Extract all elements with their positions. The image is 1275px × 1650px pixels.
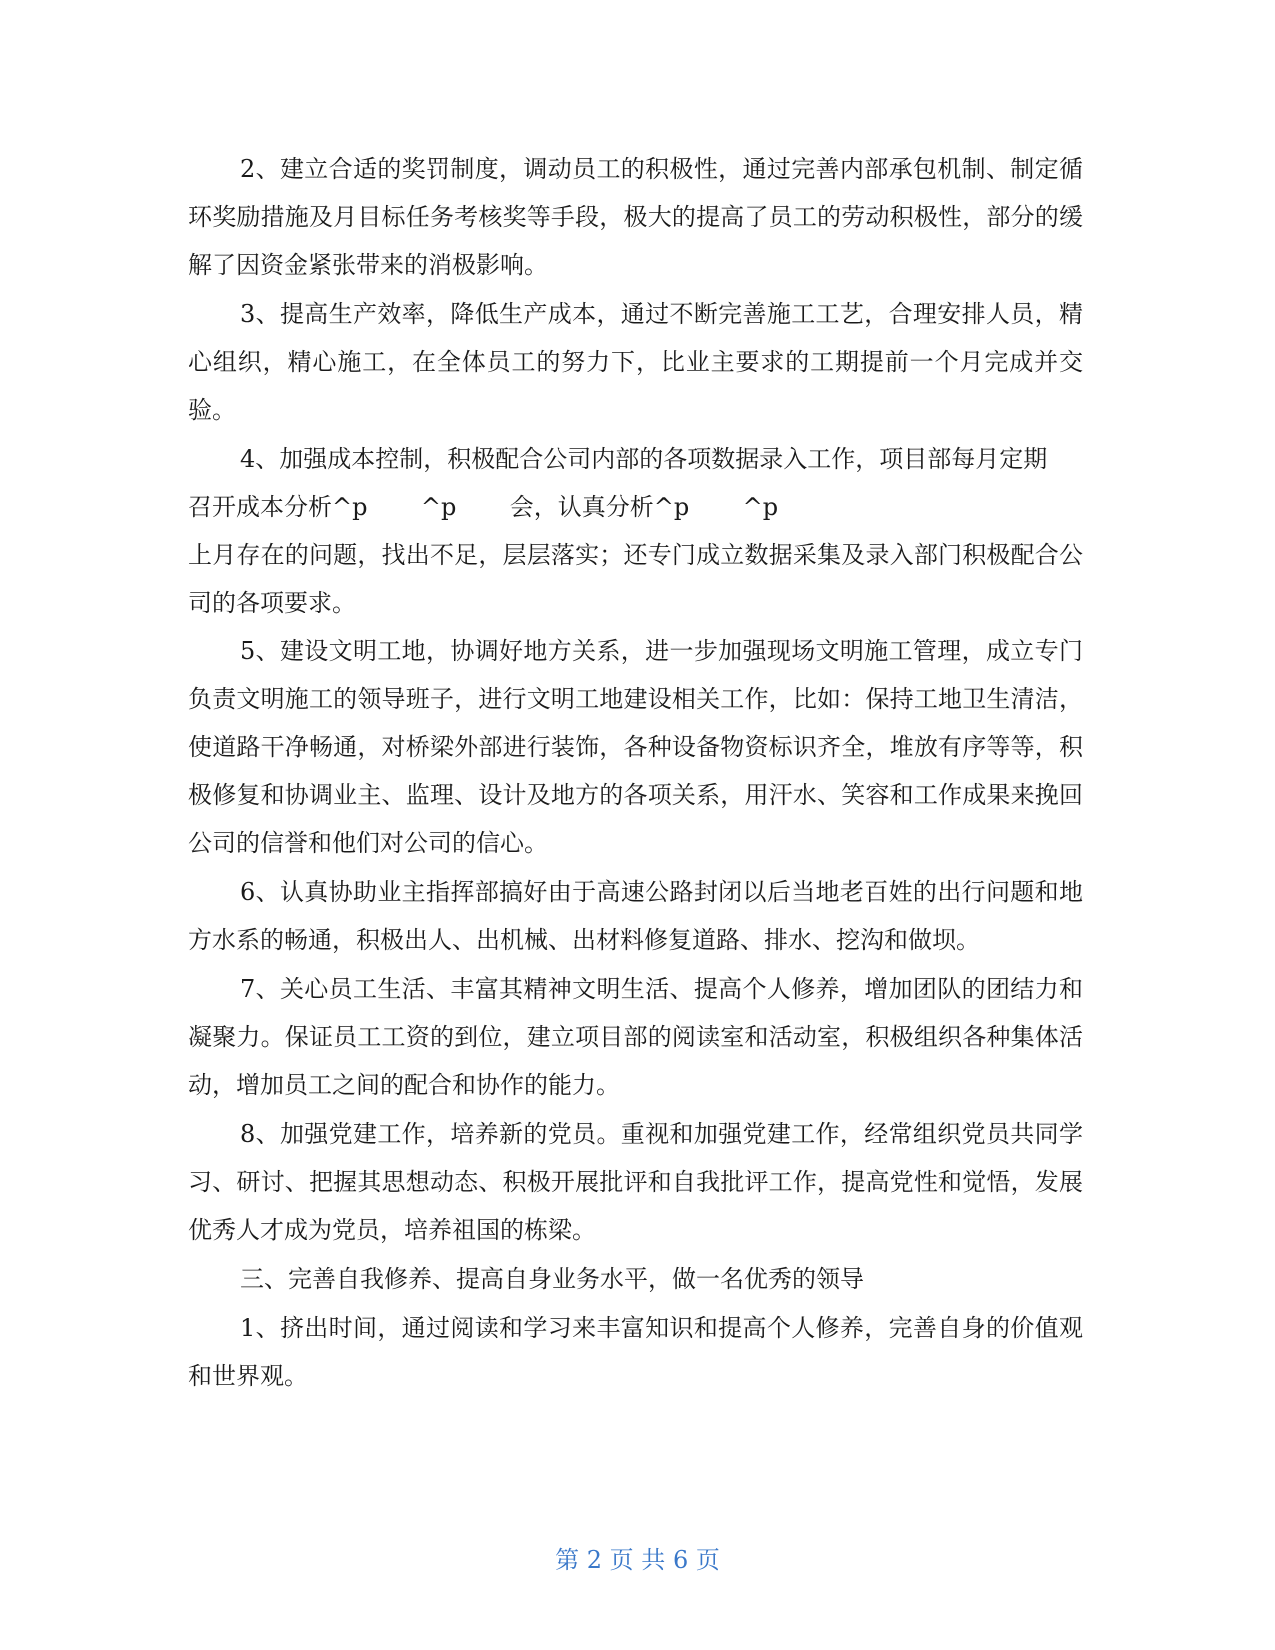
paragraph-7: 7、关心员工生活、丰富其精神文明生活、提高个人修养，增加团队的团结力和凝聚力。保证员工工资的到位，建立项目部的阅读室和活动室，积极组织各种集体活动，增加员工之间的配合和协作的能力。: [188, 975, 1083, 1099]
paragraph-4-line-2: 召开成本分析^p ^p 会，认真分析^p ^p: [188, 493, 779, 521]
paragraph-section3-item-1: 1、挤出时间，通过阅读和学习来丰富知识和提高个人修养，完善自身的价值观和世界观。: [188, 1314, 1083, 1390]
paragraph-5: 5、建设文明工地，协调好地方关系，进一步加强现场文明施工管理，成立专门负责文明施工的领导班子，进行文明工地建设相关工作，比如：保持工地卫生清洁，使道路干净畅通，对桥梁外部进行装饰，各种设备物资标识齐全，堆放有序等等，积极修复和协调业主、监理、设计及地方的各项关系，用汗水、笑容和工作成果来挽回公司的信誉和他们对公司的信心。: [188, 637, 1083, 857]
paragraph-4: [188, 435, 1083, 627]
paragraph-4-rest: 上月存在的问题，找出不足，层层落实；还专门成立数据采集及录入部门积极配合公司的各项要求。: [188, 541, 1083, 617]
page-number-footer: 第 2 页 共 6 页: [555, 1546, 720, 1574]
paragraph-6: 6、认真协助业主指挥部搞好由于高速公路封闭以后当地老百姓的出行问题和地方水系的畅通，积极出人、出机械、出材料修复道路、排水、挖沟和做坝。: [188, 878, 1083, 954]
document-body: [188, 145, 1083, 1401]
section-heading-3: 三、完善自我修养、提高自身业务水平，做一名优秀的领导: [240, 1265, 864, 1293]
paragraph-8: 8、加强党建工作，培养新的党员。重视和加强党建工作，经常组织党员共同学习、研讨、把握其思想动态、积极开展批评和自我批评工作，提高党性和觉悟，发展优秀人才成为党员，培养祖国的栋梁。: [188, 1120, 1083, 1244]
paragraph-2: 2、建立合适的奖罚制度，调动员工的积极性，通过完善内部承包机制、制定循环奖励措施及月目标任务考核奖等手段，极大的提高了员工的劳动积极性，部分的缓解了因资金紧张带来的消极影响。: [188, 155, 1083, 279]
paragraph-3: 3、提高生产效率，降低生产成本，通过不断完善施工工艺，合理安排人员，精心组织，精心施工，在全体员工的努力下，比业主要求的工期提前一个月完成并交验。: [188, 300, 1083, 424]
paragraph-4-line-1: 4、加强成本控制，积极配合公司内部的各项数据录入工作，项目部每月定期: [240, 445, 1048, 473]
